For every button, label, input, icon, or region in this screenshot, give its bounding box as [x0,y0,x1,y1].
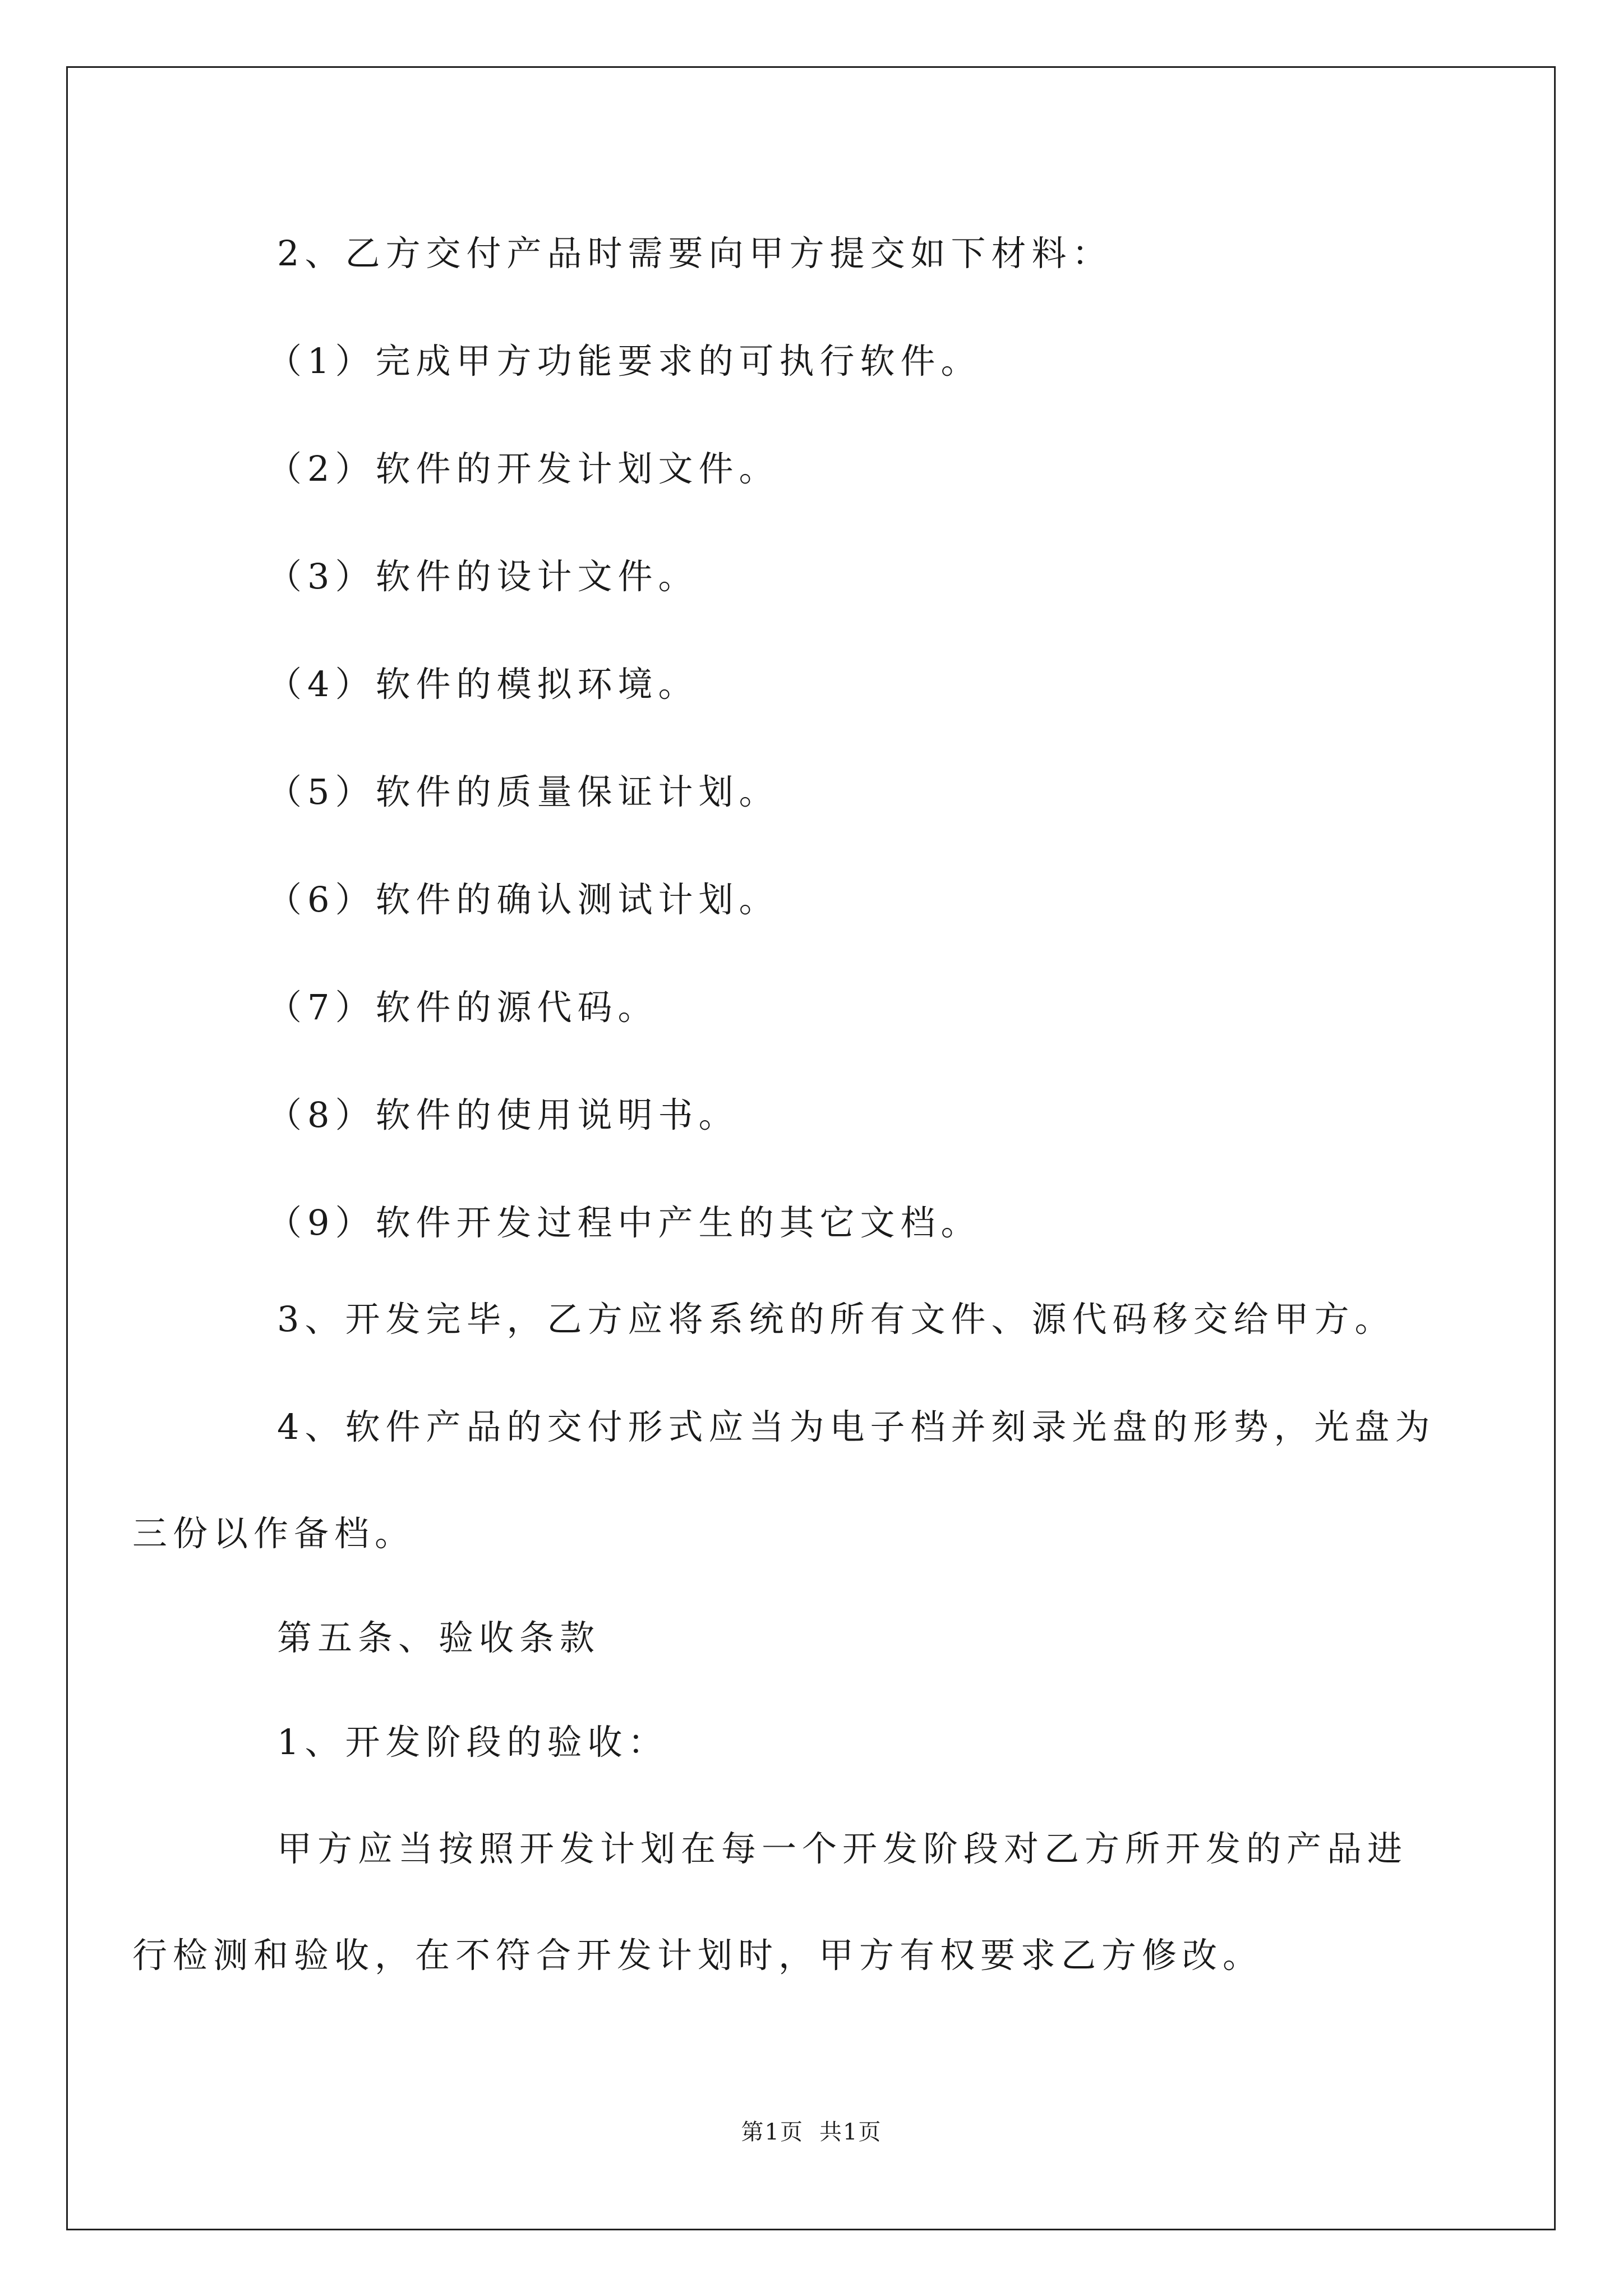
article-5-heading: 第五条、验收条款 [277,1617,601,1658]
page-footer [0,2118,1623,2146]
list-item-1: （1）完成甲方功能要求的可执行软件。 [267,341,981,381]
clause-3: 3、开发完毕，乙方应将系统的所有文件、源代码移交给甲方。 [277,1299,1395,1340]
list-item-3: （3）软件的设计文件。 [267,556,699,597]
list-item-9: （9）软件开发过程中产生的其它文档。 [267,1202,981,1243]
list-item-8: （8）软件的使用说明书。 [267,1094,739,1135]
acceptance-paragraph-line-2: 行检测和验收，在不符合开发计划时，甲方有权要求乙方修改。 [132,1935,1264,1976]
list-item-4: （4）软件的模拟环境。 [267,664,699,705]
list-item-7: （7）软件的源代码。 [267,987,658,1028]
acceptance-item-1: 1、开发阶段的验收： [277,1722,668,1763]
clause-2-heading: 2、乙方交付产品时需要向甲方提交如下材料： [277,233,1113,274]
clause-4-line-2: 三份以作备档。 [132,1513,416,1554]
list-item-2: （2）软件的开发计划文件。 [267,448,780,489]
clause-4-line-1: 4、软件产品的交付形式应当为电子档并刻录光盘的形势，光盘为 [277,1406,1436,1447]
page-border [66,66,1556,2230]
list-item-6: （6）软件的确认测试计划。 [267,879,780,920]
list-item-5: （5）软件的质量保证计划。 [267,771,780,812]
page-total: 共1页 [819,2119,882,2145]
page-number: 第1页 [741,2119,804,2145]
acceptance-paragraph-line-1: 甲方应当按照开发计划在每一个开发阶段对乙方所开发的产品进 [277,1828,1408,1869]
